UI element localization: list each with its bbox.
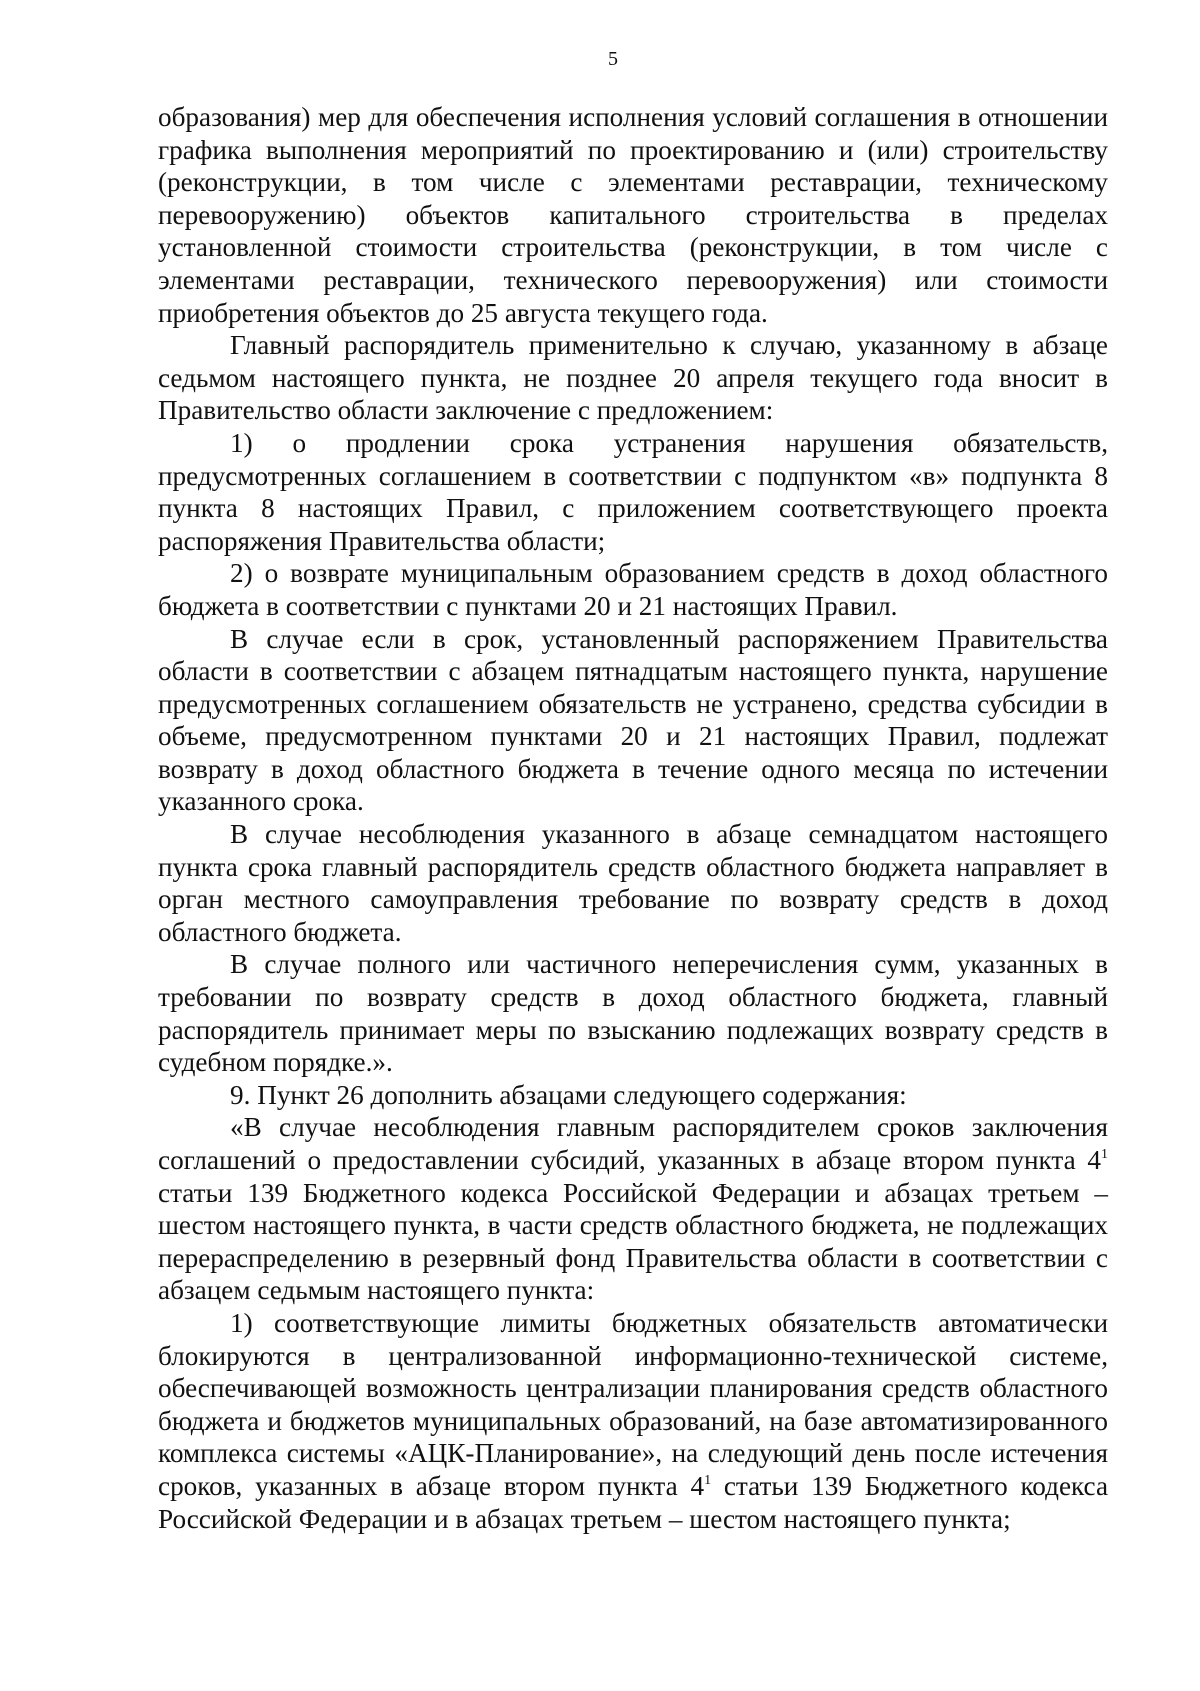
paragraph-6: В случае несоблюдения указанного в абзаце семнадцатом настоящего пункта срока главный распорядитель средств областного бюджета направляет в орган местного самоуправления требование по возврату средств в доход областного бюджета. (158, 819, 1108, 947)
paragraph-5: В случае если в срок, установленный распоряжением Правительства области в соответствии с абзацем пятнадцатым настоящего пункта, нарушение предусмотренных соглашением обязательств не устранено, средства субсидии в объеме, предусмотренном пунктами 20 и 21 настоящих Правил, подлежат возврату в доход областного бюджета в течение одного месяца по истечении указанного срока. (158, 623, 1108, 817)
paragraph-quote-part2: статьи 139 Бюджетного кодекса Российской Федерации и абзацах третьем – шестом настоящего пункта, в части средств областного бюджета, не подлежащих перераспределению в резервный фонд Правительства области в соответствии с абзацем седьмым настоящего пункта: (158, 1177, 1108, 1306)
paragraph-quote (158, 1111, 1108, 1307)
paragraph-1: образования) мер для обеспечения исполнения условий соглашения в отношении графика выполнения мероприятий по проектированию и (или) строительству (реконструкции, в том числе с элементами реставрации, техническому перевооружению) объектов капитального строительства в пределах установленной стоимости строительства (реконструкции, в том числе с элементами реставрации, технического перевооружения) или стоимости приобретения объектов до 25 августа текущего года. (158, 102, 1108, 328)
document-body (158, 101, 1108, 1535)
paragraph-4: 2) о возврате муниципальным образованием средств в доход областного бюджета в соответствии с пунктами 20 и 21 настоящих Правил. (158, 558, 1108, 621)
superscript: 1 (704, 1472, 712, 1488)
paragraph-2: Главный распорядитель применительно к случаю, указанному в абзаце седьмом настоящего пункта, не позднее 20 апреля текущего года вносит в Правительство области заключение с предложением: (158, 330, 1108, 426)
paragraph-quote-part1: «В случае несоблюдения главным распорядителем сроков заключения соглашений о предоставлении субсидий, указанных в абзаце втором пункта 4 (158, 1112, 1108, 1175)
paragraph-7: В случае полного или частичного неперечисления сумм, указанных в требовании по возврату средств в доход областного бюджета, главный распорядитель принимает меры по взысканию подлежащих возврату средств в судебном порядке.». (158, 949, 1108, 1078)
paragraph-8: 9. Пункт 26 дополнить абзацами следующего содержания: (230, 1079, 907, 1110)
superscript: 1 (1101, 1147, 1108, 1162)
page-number: 5 (608, 48, 618, 70)
paragraph-last-part2: статьи 139 Бюджетного кодекса Российской Федерации и в абзацах третьем – шестом настоящего пункта; (158, 1470, 1109, 1534)
paragraph-last (158, 1307, 1108, 1535)
paragraph-3: 1) о продлении срока устранения нарушения обязательств, предусмотренных соглашением в соответствии с подпунктом «в» подпункта 8 пункта 8 настоящих Правил, с приложением соответствующего проекта распоряжения Правительства области; (158, 427, 1108, 556)
paragraph-last-part1: 1) соответствующие лимиты бюджетных обязательств автоматически блокируются в централизованной информационно-технической системе, обеспечивающей возможность централизации планирования средств областного бюджета и бюджетов муниципальных образований, на базе автоматизированного комплекса системы «АЦК-Планирование», на следующий день после истечения сроков, указанных в абзаце втором пункта 4 (158, 1307, 1108, 1501)
